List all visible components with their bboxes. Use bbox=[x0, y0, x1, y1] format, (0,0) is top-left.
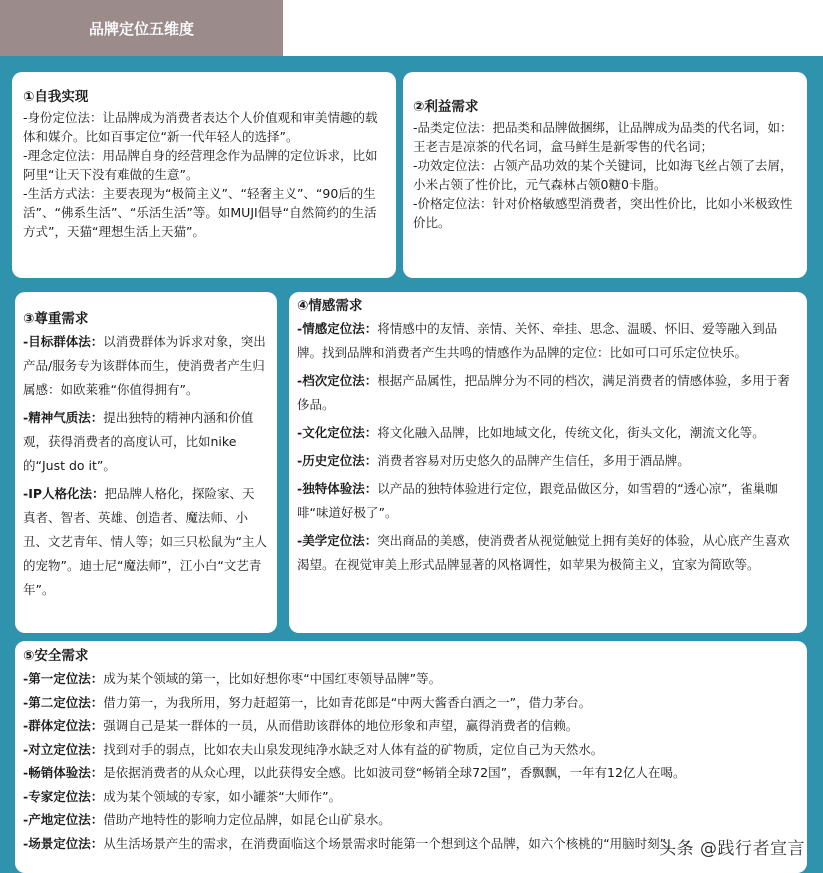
card-heading: ③尊重需求 bbox=[23, 311, 89, 327]
item-text: 突出商品的美感，使消费者从视觉触觉上拥有美好的体验，从心底产生喜欢渴望。在视觉审美上形式品牌显著的风格调性，如苹果为极简主义，宜家为简欧等。 bbox=[297, 533, 790, 572]
item-text: 根据产品属性，把品牌分为不同的档次，满足消费者的情感体验，多用于奢侈品。 bbox=[297, 373, 790, 412]
card-paragraph: -生活方式法：主要表现为“极简主义”、“轻奢主义”、“90后的生活”、“佛系生活”、“乐活生活”等。如MUJI倡导“自然简约的生活方式”，天猫“理想生活上天猫”。 bbox=[23, 186, 377, 239]
item-text: 以产品的独特体验进行定位，跟竞品做区分，如雪碧的“透心凉”，雀巢咖啡“味道好极了”。 bbox=[297, 481, 778, 520]
list-item bbox=[297, 421, 799, 445]
card-paragraph: -功效定位法：占领产品功效的某个关键词，比如海飞丝占领了去屑，小米占领了性价比，元气森林占领0糖0卡脂。 bbox=[413, 158, 793, 192]
list-item bbox=[23, 785, 799, 809]
list-item bbox=[23, 330, 267, 402]
list-item bbox=[23, 667, 799, 691]
item-text: 以消费群体为诉求对象，突出产品/服务专为该群体而生，使消费者产生归属感：如欧莱雅“你值得拥有”。 bbox=[23, 334, 266, 397]
item-text: 是依据消费者的从众心理，以此获得安全感。比如波司登“畅销全球72国”，香飘飘，一年有12亿人在喝。 bbox=[103, 765, 686, 780]
item-label: -情感定位法： bbox=[297, 321, 378, 336]
card-respect-needs bbox=[15, 292, 277, 633]
item-label: -群体定位法： bbox=[23, 718, 104, 733]
page-title: 品牌定位五维度 bbox=[0, 0, 283, 56]
list-item bbox=[297, 317, 799, 365]
list-item bbox=[23, 406, 267, 478]
item-label: -历史定位法： bbox=[297, 453, 378, 468]
card-paragraph: -理念定位法：用品牌自身的经营理念作为品牌的定位诉求，比如阿里“让天下没有难做的生意”。 bbox=[23, 148, 378, 182]
card-paragraph: -身份定位法：让品牌成为消费者表达个人价值观和审美情趣的载体和媒介。比如百事定位“新一代年轻人的选择”。 bbox=[23, 110, 378, 144]
item-label: -档次定位法： bbox=[297, 373, 378, 388]
item-label: -IP人格化法： bbox=[23, 486, 105, 501]
item-label: -专家定位法： bbox=[23, 788, 104, 804]
card-self-actualization bbox=[12, 72, 396, 278]
item-label: -目标群体法： bbox=[23, 334, 104, 349]
list-item bbox=[23, 482, 267, 602]
item-label: -精神气质法： bbox=[23, 410, 104, 425]
card-heading: ①自我实现 bbox=[23, 89, 89, 105]
card-heading: ④情感需求 bbox=[297, 298, 363, 314]
list-item bbox=[297, 449, 799, 473]
item-label: -对立定位法： bbox=[23, 741, 104, 757]
card-heading: ⑤安全需求 bbox=[23, 648, 89, 664]
item-label: -美学定位法： bbox=[297, 533, 378, 548]
list-item bbox=[23, 691, 799, 715]
item-text: 强调自己是某一群体的一员，从而借助该群体的地位形象和声望，赢得消费者的信赖。 bbox=[103, 718, 579, 733]
item-text: 提出独特的精神内涵和价值观，获得消费者的高度认可，比如nike的“Just do it”。 bbox=[23, 410, 254, 473]
list-item bbox=[297, 529, 799, 577]
item-text: 将情感中的友情、亲情、关怀、牵挂、思念、温暖、怀旧、爱等融入到品牌。找到品牌和消费者产生共鸣的情感作为品牌的定位：比如可口可乐定位快乐。 bbox=[297, 321, 778, 360]
list-item bbox=[23, 738, 799, 762]
item-label: -产地定位法： bbox=[23, 812, 104, 827]
card-benefit-needs bbox=[403, 72, 807, 278]
item-text: 借力第一，为我所用，努力赶超第一，比如青花郎是“中两大酱香白酒之一”，借力茅台。 bbox=[103, 694, 592, 710]
item-label: -文化定位法： bbox=[297, 425, 378, 440]
item-text: 从生活场景产生的需求，在消费面临这个场景需求时能第一个想到这个品牌，如六个核桃的“用脑时刻”。 bbox=[103, 835, 679, 851]
item-text: 借助产地特性的影响力定位品牌，如昆仑山矿泉水。 bbox=[103, 812, 391, 827]
list-item bbox=[297, 477, 799, 525]
card-heading: ②利益需求 bbox=[413, 99, 479, 115]
item-label: -场景定位法： bbox=[23, 835, 104, 851]
item-text: 消费者容易对历史悠久的品牌产生信任，多用于酒品牌。 bbox=[377, 453, 690, 468]
list-item bbox=[23, 714, 799, 738]
item-text: 把品牌人格化，探险家、天真者、智者、英雄、创造者、魔法师、小丑、文艺青年、情人等；如三只松鼠为“主人的宠物”。迪士尼“魔法师”，江小白“文艺青年”。 bbox=[23, 486, 267, 597]
list-item bbox=[23, 808, 799, 832]
item-label: -独特体验法： bbox=[297, 481, 378, 496]
card-paragraph: -品类定位法：把品类和品牌做捆绑，让品牌成为品类的代名词，如：王老吉是凉茶的代名词，盒马鲜生是新零售的代名词； bbox=[413, 120, 793, 154]
item-label: -畅销体验法： bbox=[23, 765, 104, 780]
content-panel bbox=[0, 56, 823, 873]
item-text: 将文化融入品牌，比如地域文化，传统文化，街头文化，潮流文化等。 bbox=[377, 425, 765, 440]
item-text: 找到对手的弱点，比如农夫山泉发现纯净水缺乏对人体有益的矿物质，定位自己为天然水。 bbox=[103, 741, 604, 757]
header-spacer bbox=[283, 0, 823, 56]
list-item bbox=[297, 369, 799, 417]
item-label: -第一定位法： bbox=[23, 671, 104, 686]
card-emotional-needs bbox=[289, 292, 807, 633]
item-label: -第二定位法： bbox=[23, 694, 104, 710]
item-text: 成为某个领域的第一，比如好想你枣“中国红枣领导品牌”等。 bbox=[103, 671, 442, 686]
card-paragraph: -价格定位法：针对价格敏感型消费者，突出性价比，比如小米极致性价比。 bbox=[413, 196, 793, 230]
watermark: 头条 @践行者宣言 bbox=[659, 839, 805, 859]
item-text: 成为某个领域的专家，如小罐茶“大师作”。 bbox=[103, 788, 342, 804]
list-item bbox=[23, 761, 799, 785]
